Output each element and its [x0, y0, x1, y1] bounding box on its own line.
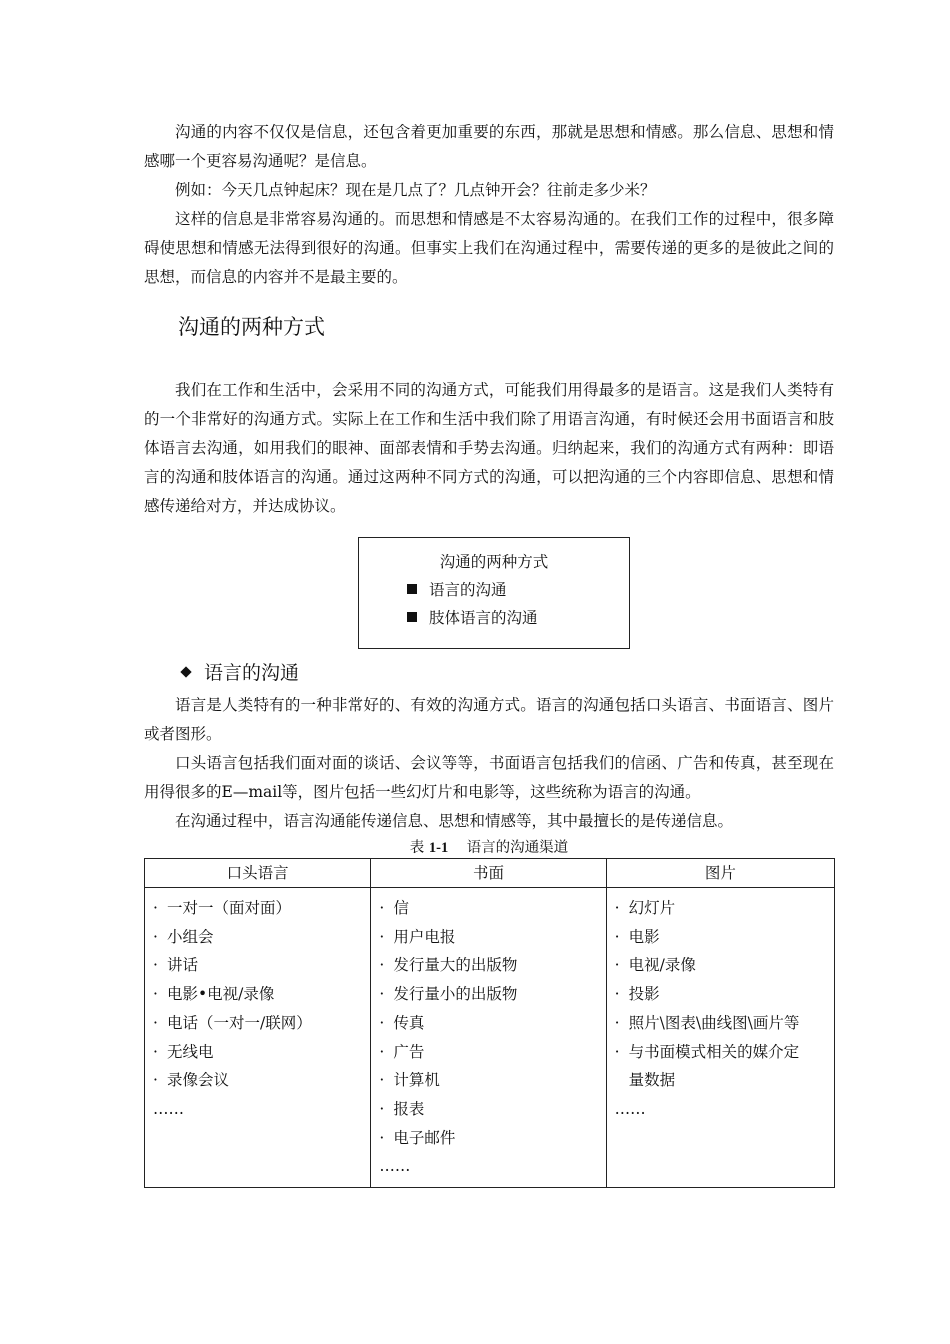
diamond-bullet-icon	[180, 666, 191, 677]
list-item: · 电子邮件	[379, 1124, 605, 1153]
ellipsis: ……	[153, 1099, 184, 1118]
ellipsis: ……	[614, 1099, 646, 1118]
list-item: · 录像会议	[153, 1066, 370, 1095]
bullet-icon: ·	[153, 899, 158, 917]
bullet-icon: ·	[153, 1071, 158, 1090]
summary-box	[358, 537, 630, 649]
list-item: · 发行量小的出版物	[379, 980, 605, 1009]
bullet-icon: ·	[614, 1042, 620, 1061]
paragraph: 口头语言包括我们面对面的谈话、会议等等，书面语言包括我们的信函、广告和传真，甚至现在用得很多的E—mail等，图片包括一些幻灯片和电影等，这些统称为语言的沟通。	[144, 754, 834, 801]
bullet-icon: ·	[379, 927, 385, 946]
bullet-icon: ·	[153, 1013, 158, 1032]
list-item: · 幻灯片	[615, 894, 834, 923]
table-cell	[145, 888, 371, 1188]
paragraph: 在沟通过程中，语言沟通能传递信息、思想和情感等，其中最擅长的是传递信息。	[175, 812, 734, 830]
bullet-icon: ·	[153, 927, 158, 946]
paragraph: 沟通的内容不仅仅是信息，还包含着更加重要的东西，那就是思想和情感。那么信息、思想和情感哪一个更容易沟通呢？是信息。	[144, 123, 834, 170]
list-item: · 发行量大的出版物	[379, 951, 605, 980]
paragraph: 语言是人类特有的一种非常好的、有效的沟通方式。语言的沟通包括口头语言、书面语言、图片或者图形。	[144, 696, 834, 743]
paragraph: 这样的信息是非常容易沟通的。而思想和情感是不太容易沟通的。在我们工作的过程中，很多障碍使思想和情感无法得到很好的沟通。但事实上我们在沟通过程中，需要传递的更多的是彼此之间的思想，而信息的内容并不是最主要的。	[144, 210, 834, 286]
list-item: · 无线电	[153, 1038, 370, 1067]
list-item: 量数据	[628, 1071, 676, 1090]
list-item: · 电影	[615, 923, 834, 952]
channels-table	[144, 858, 835, 1188]
table-caption: 表 1-1 语言的沟通渠道	[409, 840, 569, 856]
bullet-icon: ·	[379, 899, 385, 917]
table-cell	[606, 888, 834, 1188]
bullet-icon: ·	[379, 1071, 385, 1090]
list-item: · 一对一（面对面）	[153, 894, 370, 923]
bullet-icon: ·	[379, 1128, 385, 1147]
box-item: 语言的沟通	[359, 576, 629, 604]
list-item: · 照片\图表\曲线图\画片等	[615, 1009, 834, 1038]
paragraph: 我们在工作和生活中，会采用不同的沟通方式，可能我们用得最多的是语言。这是我们人类特有的一个非常好的沟通方式。实际上在工作和生活中我们除了用语言沟通，有时候还会用书面语言和肢体语言去沟通，如用我们的眼神、面部表情和手势去沟通。归纳起来，我们的沟通方式有两种：即语言的沟通和肢体语言的沟通。通过这两种不同方式的沟通，可以把沟通的三个内容即信息、思想和情感传递给对方，并达成协议。	[144, 381, 834, 515]
bullet-icon: ·	[614, 927, 620, 946]
list-item: · 计算机	[379, 1066, 605, 1095]
bullet-icon: ·	[153, 985, 158, 1004]
ellipsis: ……	[379, 1157, 411, 1176]
table-header: 书面	[371, 859, 606, 888]
bullet-icon: ·	[379, 985, 385, 1004]
bullet-icon: ·	[153, 1042, 158, 1061]
paragraph: 例如：今天几点钟起床？现在是几点了？几点钟开会？往前走多少米？	[175, 181, 656, 199]
list-item: · 广告	[379, 1038, 605, 1067]
box-title: 沟通的两种方式	[439, 553, 549, 571]
square-bullet-icon	[407, 584, 417, 594]
list-item: · 与书面模式相关的媒介定	[615, 1038, 834, 1067]
document-page	[144, 118, 834, 1188]
list-item: · 用户电报	[379, 923, 605, 952]
table-header: 口头语言	[145, 859, 371, 888]
bullet-icon: ·	[614, 899, 620, 917]
list-item: · 小组会	[153, 923, 370, 952]
list-item: · 报表	[379, 1095, 605, 1124]
list-item: · 电话（一对一/联网）	[153, 1009, 370, 1038]
section-heading: 沟通的两种方式	[178, 315, 325, 339]
bullet-icon: ·	[379, 1042, 385, 1061]
bullet-icon: ·	[379, 1013, 385, 1032]
list-item: · 讲话	[153, 951, 370, 980]
list-item: · 电视/录像	[615, 951, 834, 980]
list-item: · 电影•电视/录像	[153, 980, 370, 1009]
square-bullet-icon	[407, 612, 417, 622]
bullet-icon: ·	[614, 1013, 620, 1032]
list-item: · 传真	[379, 1009, 605, 1038]
bullet-icon: ·	[379, 1099, 385, 1118]
bullet-icon: ·	[614, 956, 620, 975]
subsection-heading: 语言的沟通	[178, 657, 834, 689]
box-item: 肢体语言的沟通	[359, 604, 629, 632]
bullet-icon: ·	[379, 956, 385, 975]
list-item: · 信	[379, 894, 605, 923]
table-header: 图片	[606, 859, 834, 888]
list-item: · 投影	[615, 980, 834, 1009]
bullet-icon: ·	[153, 956, 158, 975]
bullet-icon: ·	[614, 985, 620, 1004]
table-cell	[371, 888, 606, 1188]
